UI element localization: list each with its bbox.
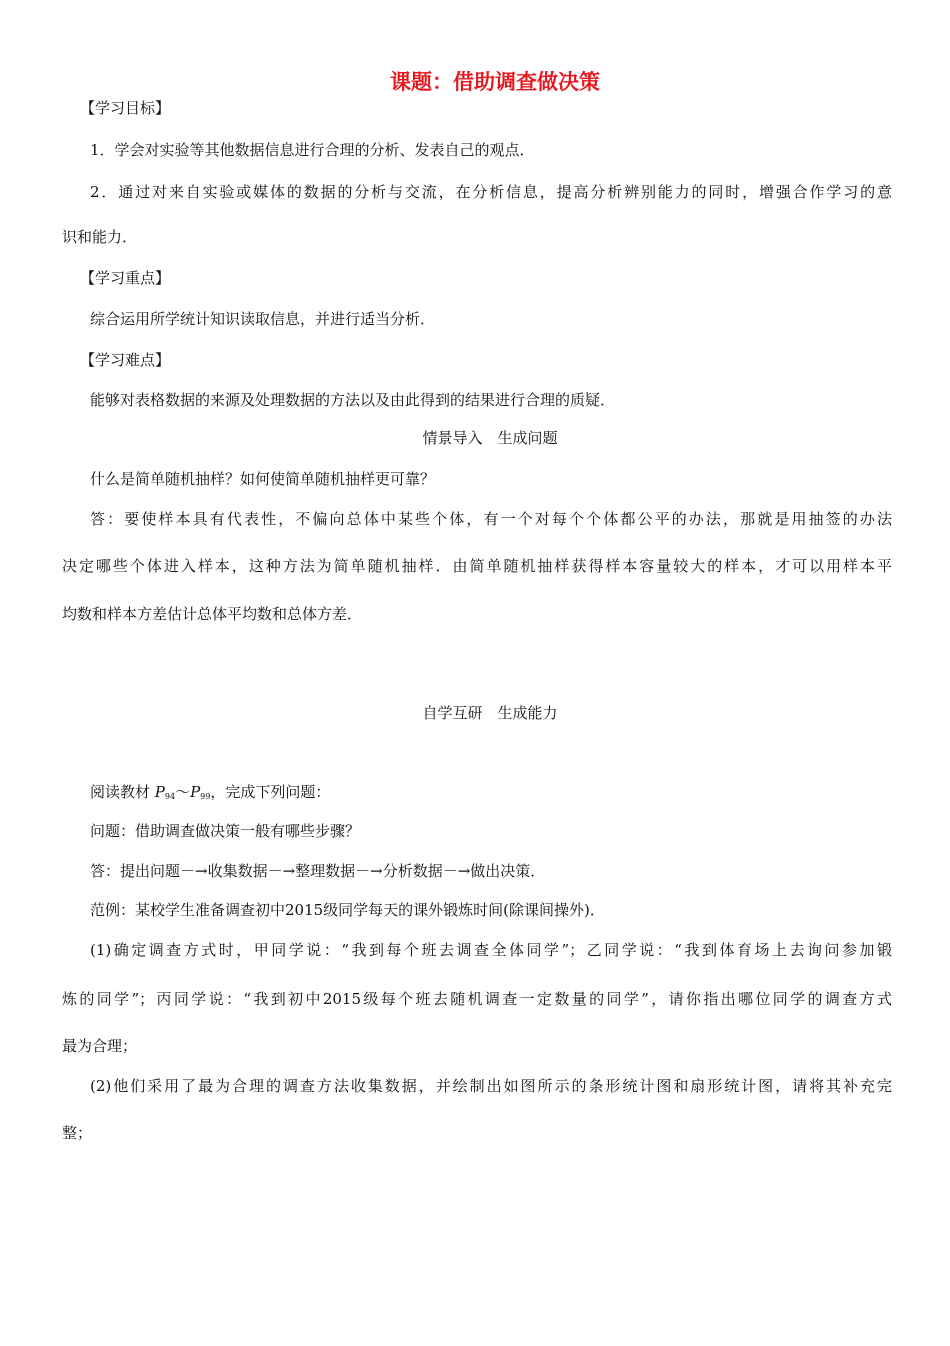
steps-answer: 答：提出问题－→收集数据－→整理数据－→分析数据－→做出决策． [90,862,546,880]
objectives-heading: 【学习目标】 [80,99,171,117]
section-heading-self-study: 自学互研 生成能力 [422,704,558,722]
intro-question: 什么是简单随机抽样？如何使简单随机抽样更可靠？ [90,470,436,488]
example-question-2-line-1: (2)他们采用了最为合理的调查方法收集数据，并绘制出如图所示的条形统计图和扇形统计图，请将其补充完 [90,1077,892,1095]
range-tilde: ～ [175,783,191,801]
difficulties-heading: 【学习难点】 [80,351,171,369]
page-ref-end: P [190,783,201,801]
key-points-heading: 【学习重点】 [80,269,171,287]
reading-instruction [90,782,330,807]
reading-prefix: 阅读教材 [90,783,155,801]
intro-answer-line-1: 答：要使样本具有代表性，不偏向总体中某些个体，有一个对每个个体都公平的办法，那就是用抽签的办法 [90,510,892,528]
section-heading-intro: 情景导入 生成问题 [422,429,558,447]
objective-item-2-line-2: 识和能力． [62,228,138,246]
page-ref-start: P [154,783,165,801]
difficulties-text: 能够对表格数据的来源及处理数据的方法以及由此得到的结果进行合理的质疑． [90,391,616,409]
steps-question: 问题：借助调查做决策一般有哪些步骤？ [90,822,361,840]
key-points-text: 综合运用所学统计知识读取信息，并进行适当分析． [90,310,436,328]
example-question-1-line-1: (1)确定调查方式时，甲同学说：“我到每个班去调查全体同学”；乙同学说：“我到体育场上去询问参加锻 [90,941,892,959]
example-question-1-line-3: 最为合理； [62,1037,138,1055]
example-question-2-line-2: 整； [62,1124,93,1142]
example-intro: 范例：某校学生准备调查初中2015级同学每天的课外锻炼时间(除课间操外)． [90,901,605,919]
objective-item-2-line-1: 2．通过对来自实验或媒体的数据的分析与交流，在分析信息，提高分析辨别能力的同时，增强合作学习的意 [90,183,892,201]
intro-answer-line-2: 决定哪些个体进入样本，这种方法为简单随机抽样．由简单随机抽样获得样本容量较大的样本，才可以用样本平 [62,557,892,575]
example-question-1-line-2: 炼的同学”；丙同学说：“我到初中2015级每个班去随机调查一定数量的同学”，请你指出哪位同学的调查方式 [62,990,892,1008]
intro-answer-line-3: 均数和样本方差估计总体平均数和总体方差． [62,605,363,623]
reading-suffix: ，完成下列问题： [210,783,331,801]
page-ref-start-number: 94 [164,792,176,801]
page-title: 课题：借助调查做决策 [390,69,600,94]
page-ref-end-number: 99 [200,792,211,801]
objective-item-1: 1．学会对实验等其他数据信息进行合理的分析、发表自己的观点． [90,141,535,159]
